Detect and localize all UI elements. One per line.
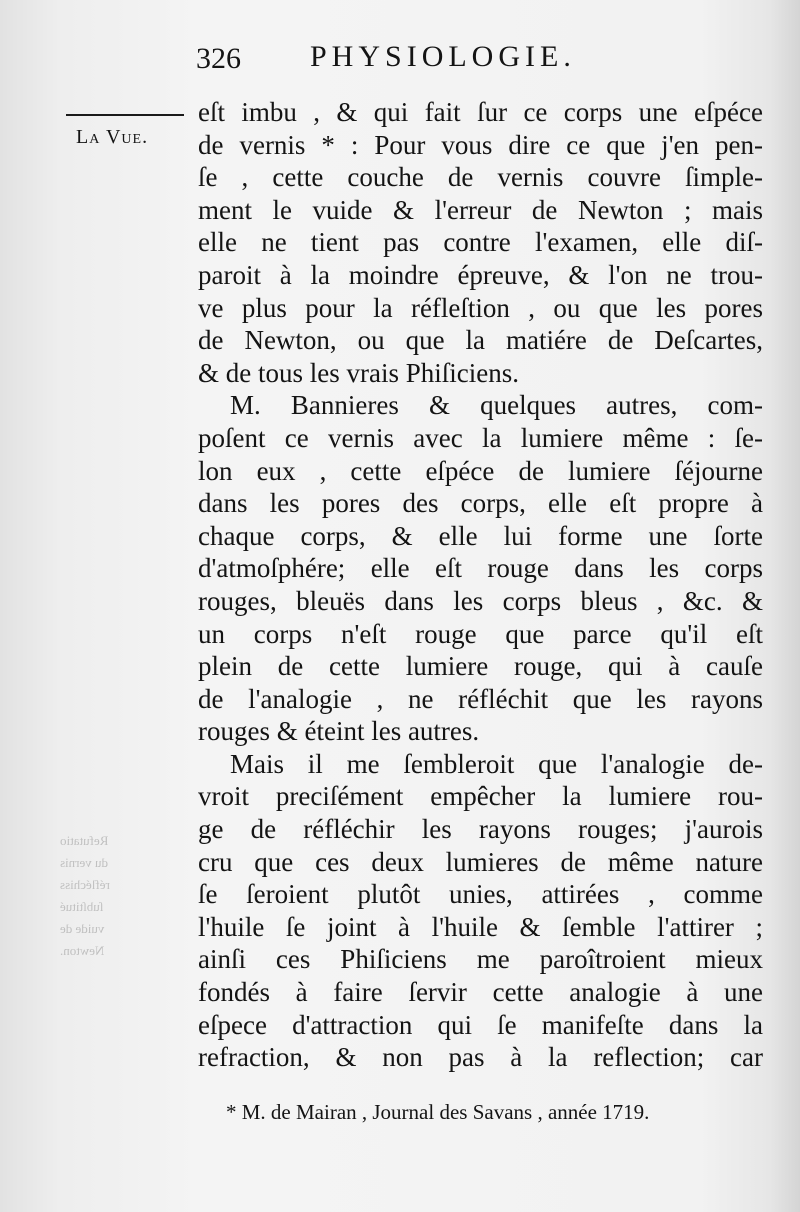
running-head [196, 38, 636, 82]
text-line: de l'analogie , ne réfléchit que les rayons [198, 683, 763, 714]
text-line: & de tous les vrais Phiſiciens. [198, 357, 519, 388]
text-line: elle ne tient pas contre l'examen, elle diſ- [198, 227, 763, 258]
text-line: chaque corps, & elle lui forme une ſorte [198, 520, 763, 551]
text-line: ve plus pour la réfleſtion , ou que les pores [198, 292, 763, 323]
text-line: cru que ces deux lumieres de même nature [198, 846, 763, 877]
text-line: ſe , cette couche de vernis couvre ſimple- [198, 162, 763, 193]
margin-note: La Vue. [76, 126, 149, 148]
text-line: dans les pores des corps, elle eſt propre à [198, 488, 763, 519]
text-line: rouges & éteint les autres. [198, 716, 480, 747]
text-line: ge de réfléchir les rayons rouges; j'aurois [198, 814, 763, 845]
text-line: ment le vuide & l'erreur de Newton ; mais [198, 194, 763, 225]
show-through-text [60, 830, 190, 962]
text-line: plein de cette lumiere rouge, qui à cauſe [198, 651, 763, 682]
text-line: M. Bannieres & quelques autres, com- [230, 390, 763, 421]
footnote: * M. de Mairan , Journal des Savans , année 1719. [226, 1100, 650, 1124]
margin-rule [66, 114, 184, 116]
text-line: d'atmoſphére; elle eſt rouge dans les corps [198, 553, 763, 584]
text-line: rouges, bleuës dans les corps bleus , &c. & [198, 585, 763, 616]
text-line: ainſi ces Phiſiciens me paroîtroient mieux [198, 944, 763, 975]
running-title: PHYSIOLOGIE. [310, 40, 576, 73]
text-line: un corps n'eſt rouge que parce qu'il eſt [198, 618, 763, 649]
text-line: eſpece d'attraction qui ſe manifeſte dans la [198, 1009, 763, 1040]
show-through-line: Newton. [60, 943, 105, 958]
text-line: poſent ce vernis avec la lumiere même : ſe- [198, 422, 763, 453]
show-through-line: Refutatio [60, 833, 109, 848]
text-line: lon eux , cette eſpéce de lumiere ſéjourne [198, 455, 763, 486]
text-line: fondés à faire ſervir cette analogie à une [198, 977, 763, 1008]
text-line: de vernis * : Pour vous dire ce que j'en pen- [198, 129, 763, 160]
text-line: de Newton, ou que la matiére de Deſcartes, [198, 325, 763, 356]
show-through-line: ſubſtitué [60, 899, 104, 914]
text-line: ſe ſeroient plutôt unies, attirées , comme [198, 879, 763, 910]
show-through-line: du vernis [60, 855, 109, 870]
text-line: refraction, & non pas à la reflection; car [198, 1042, 763, 1073]
text-line: Mais il me ſembleroit que l'analogie de- [230, 748, 763, 779]
body-text [198, 96, 763, 1074]
text-line: eſt imbu , & qui fait ſur ce corps une eſpéce [198, 97, 763, 127]
page-number: 326 [196, 42, 241, 75]
text-line: l'huile ſe joint à l'huile & ſemble l'attirer ; [198, 911, 763, 942]
show-through-line: vuide de [60, 921, 105, 936]
show-through-line: réfléchiss [60, 877, 110, 892]
text-line: vroit preciſément empêcher la lumiere rou- [198, 781, 763, 812]
text-line: paroit à la moindre épreuve, & l'on ne trou- [198, 259, 763, 290]
